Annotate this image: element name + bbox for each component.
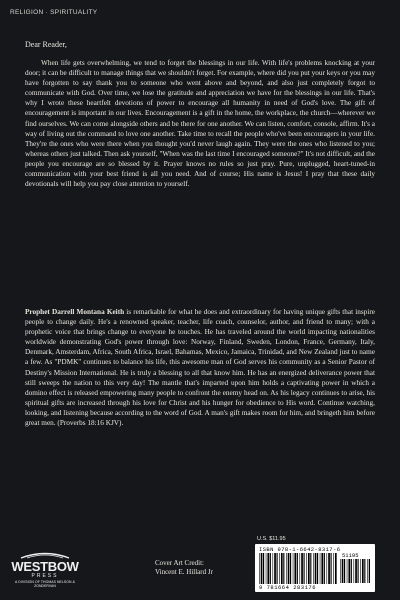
barcode-bar: [259, 553, 260, 584]
barcode-bar: [358, 559, 359, 583]
publisher-logo: [9, 551, 81, 588]
barcode-bar: [308, 553, 310, 584]
barcode-bar: [279, 553, 280, 584]
barcode-bar: [286, 553, 287, 584]
barcode-bar: [320, 553, 321, 584]
barcode-bar: [347, 559, 348, 583]
barcode-bar: [364, 559, 365, 583]
barcode-bar: [369, 559, 370, 583]
price-addon-number: 51195: [342, 552, 359, 559]
barcode-bar: [304, 553, 305, 584]
barcode-bar: [344, 559, 345, 583]
barcode-bar: [270, 553, 271, 584]
barcode-bar: [354, 559, 355, 583]
barcode-bar: [294, 553, 296, 584]
barcode-bar: [313, 553, 314, 584]
bow-arc-icon: [19, 551, 71, 559]
barcode-addon-bars: [340, 559, 370, 583]
barcode-bar: [340, 559, 341, 583]
barcode-bar: [306, 553, 307, 584]
barcode-bar: [301, 553, 303, 584]
author-bio: [25, 307, 375, 428]
credit-artist: Vincent E. Hillard Jr: [155, 568, 213, 576]
barcode-bar: [281, 553, 283, 584]
barcode-bar: [342, 559, 344, 583]
price-label: U.S. $11.95: [257, 536, 286, 542]
barcode-bar: [273, 553, 274, 584]
author-bio-text: is remarkable for what he does and extraordinary for having unique gifts that inspire people to change daily. He's a renowned speaker, teacher, life coach, counselor, author, and friend to many; with a prophetic voice that brings change to everyone he touches. He has traveled around the world impacting nationalities worldwide demonstrating God's power through love: Norway, Finland, Sweden, London, France, Germany, Italy, Denmark, Amsterdam, Africa, South Africa, Israel, Bahamas, Mexico, Jamaica, Trinidad, and New Zealand just to name a few. As "PDMK" continues to balance his life, this awesome man of God serves his community as a Senior Pastor of Destiny's Mission International. He is truly a blessing to all that know him. He has an energized deliverance power that still sweeps the nation to this very day! The mantle that's imparted upon him holds a captivating power in which a domino effect is released empowering many people to confront the enemy head on. As his legacy continues to arise, his spiritual gifts are increased through his love for Christ and his hunger for obedience to His word. Continue watching, looking, and listening because according to the word of God. A man's gift makes room for him, and bringeth him before great men. (Proverbs 18:16 KJV).: [25, 308, 375, 428]
publisher-name: WESTBOW: [11, 559, 79, 574]
barcode-bar: [274, 553, 276, 584]
barcode-bar: [317, 553, 318, 584]
barcode-bar: [297, 553, 298, 584]
barcode-bar: [321, 553, 323, 584]
isbn-text: ISBN 978-1-6642-8317-6: [259, 546, 341, 553]
cover-art-credit: [155, 559, 213, 577]
letter-salutation: Dear Reader,: [25, 40, 67, 49]
barcode-bar: [283, 553, 284, 584]
publisher-tagline: A DIVISION OF THOMAS NELSON & ZONDERVAN: [15, 580, 75, 588]
barcode-bar: [261, 553, 263, 584]
author-name: Prophet Darrell Montana Keith: [25, 308, 125, 316]
barcode-bar: [348, 559, 350, 583]
barcode-bar: [351, 559, 352, 583]
barcode-bar: [335, 553, 337, 584]
barcode-bar: [300, 553, 301, 584]
barcode-bar: [288, 553, 290, 584]
barcode-bars: [259, 553, 337, 584]
barcode-bar: [367, 559, 368, 583]
barcode-bar: [310, 553, 311, 584]
barcode-bar: [331, 553, 332, 584]
category-label: RELIGION · SPIRITUALITY: [10, 9, 98, 16]
barcode-bar: [333, 553, 334, 584]
barcode-bar: [290, 553, 291, 584]
isbn-barcode: [255, 544, 375, 592]
barcode-bar: [293, 553, 294, 584]
letter-body: When life gets overwhelming, we tend to forget the blessings in our life. With life's problems knocking at your door; it can be difficult to manage things that we shouldn't forget. For example, where did you put your keys or you may have forgotten to say thank you to someone who went above and beyond, and also just completely forgot to communicate with God. Over time, we lose the gratitude and appreciation we have for the blessings in our life. That's why I wrote these heartfelt devotions of power to encourage all humanity in need of God's love. The gift of encouragement is important in our lives. Encouragement is a gift in the home, the workplace, the church—wherever we find ourselves. We can come alongside others and be there for one another. We can listen, comfort, console, affirm. It's a way of living out the command to love one another. Take time to recall the people who've been encouragers in your life. They're the ones who were there when you thought you'd never laugh again. They were the ones who listened to you; whereas others just talked. Then ask yourself, "When was the last time I encouraged someone?" It's not difficult, and the people you encourage are so blessed by it. Prayer knows no rules so just pray. Pure, unplugged, heart-tuned-in communication with your best friend is all you need. And of course; His name is Jesus! I pray that these daily devotionals will help you pay close attention to yourself.: [25, 59, 375, 189]
barcode-bar: [315, 553, 317, 584]
barcode-bar: [362, 559, 364, 583]
barcode-bar: [355, 559, 357, 583]
barcode-bar: [324, 553, 325, 584]
barcode-bar: [328, 553, 330, 584]
barcode-bar: [266, 553, 267, 584]
credit-label: Cover Art Credit:: [155, 559, 204, 567]
publisher-press: PRESS: [31, 573, 59, 579]
barcode-bar: [360, 559, 361, 583]
barcode-number: 9 781664 283176: [259, 584, 317, 591]
barcode-bar: [263, 553, 264, 584]
barcode-bar: [267, 553, 269, 584]
barcode-bar: [277, 553, 278, 584]
barcode-bar: [327, 553, 328, 584]
